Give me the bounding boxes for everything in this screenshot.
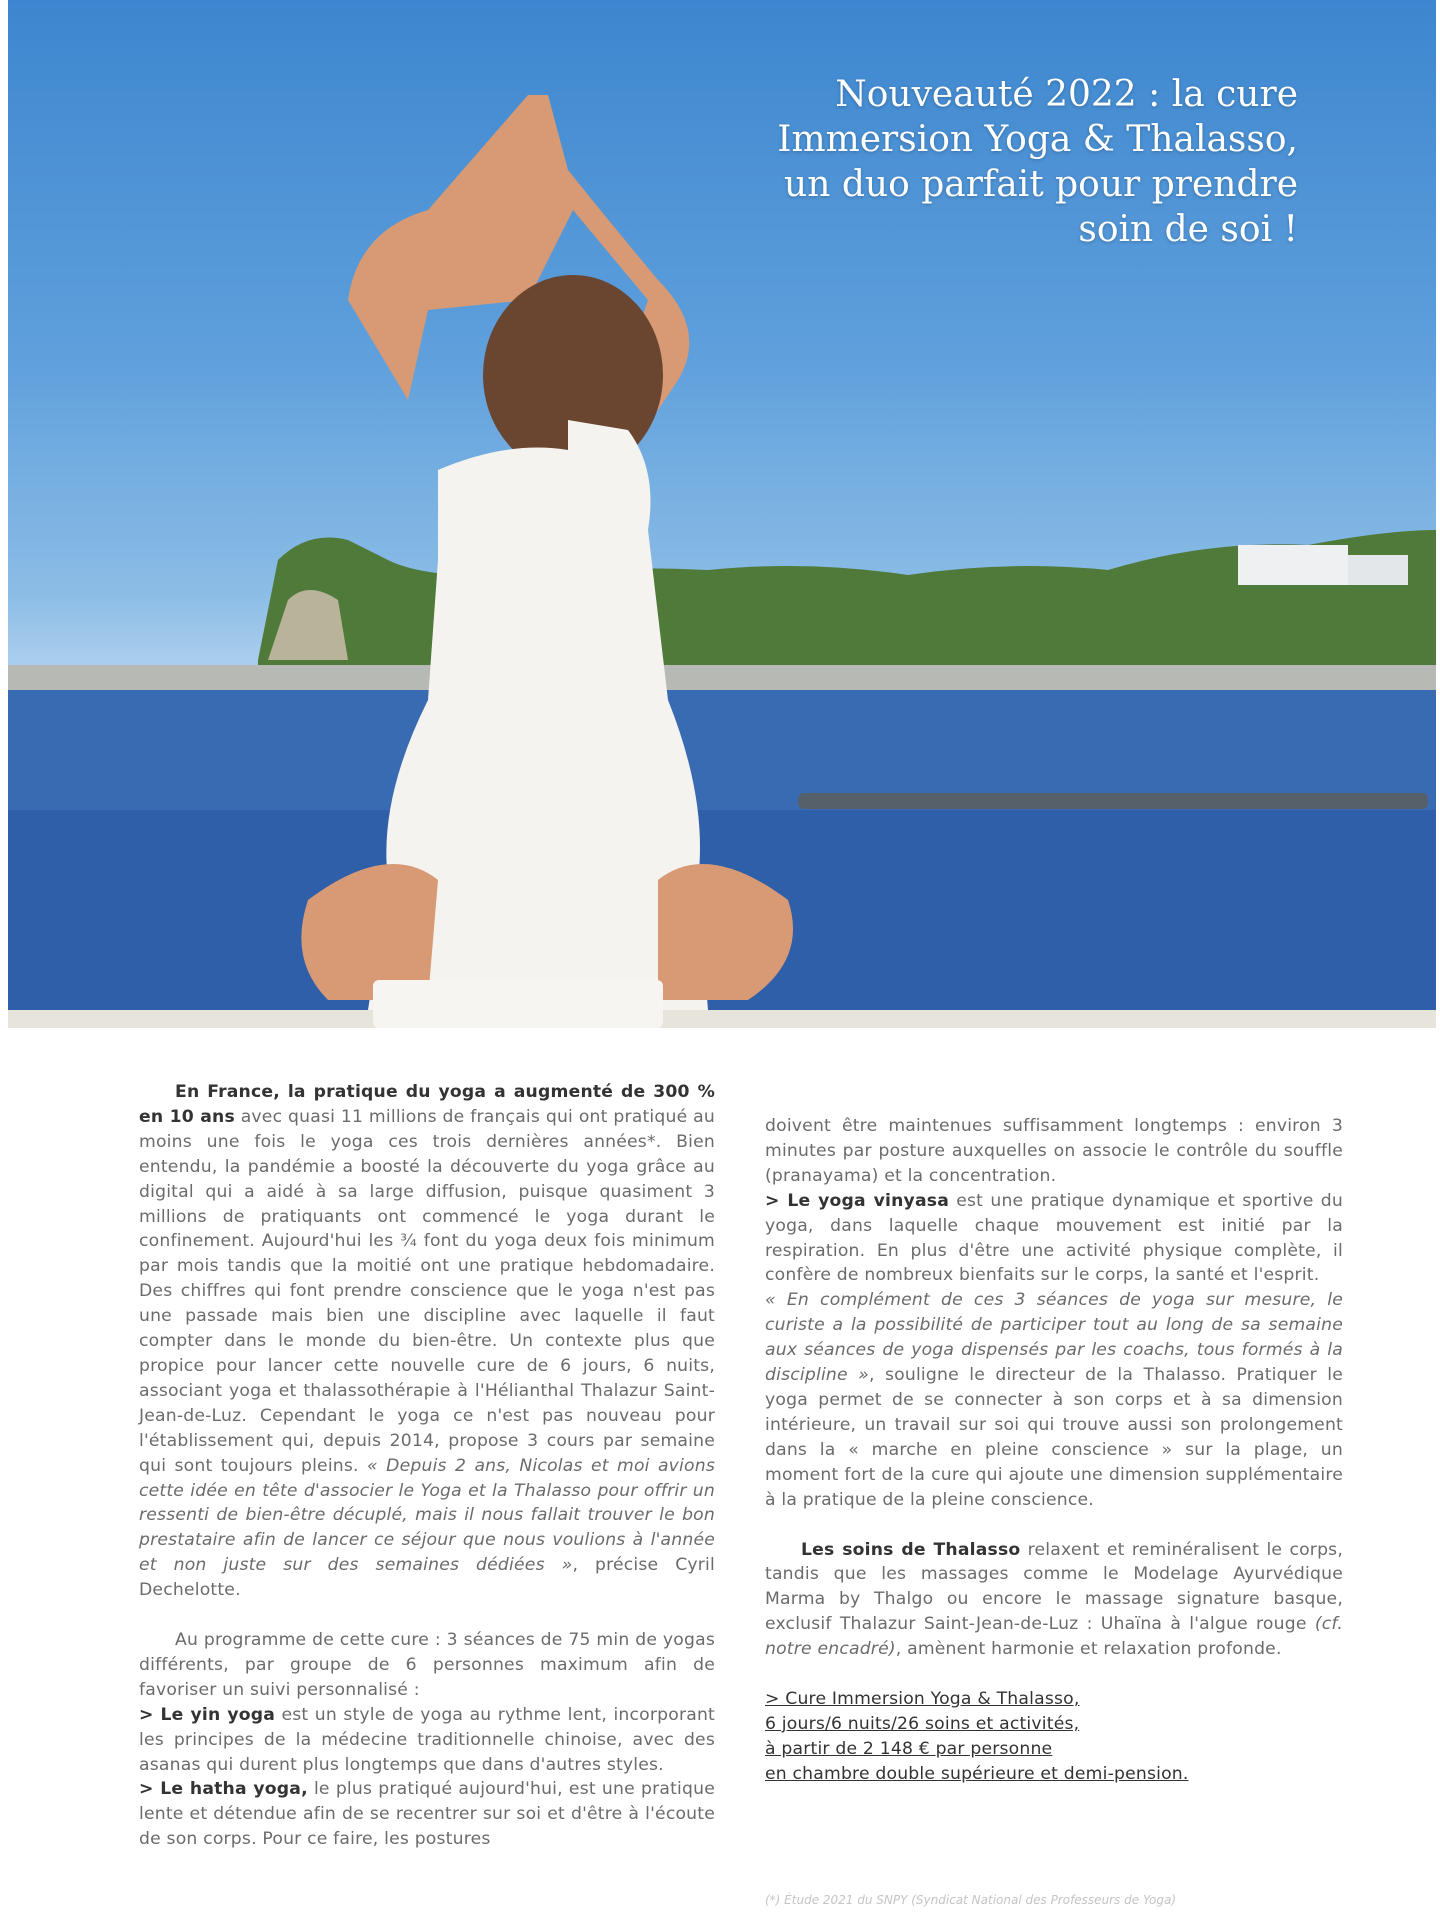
hatha-heading: > Le hatha yoga,: [139, 1779, 308, 1800]
hero-photo: [8, 0, 1436, 1028]
yin-text: est un style de yoga au rythme lent, incorporant les principes de la médecine traditionnelle chinoise, avec des asanas qui durent plus longtemps que dans d'autres styles.: [139, 1704, 715, 1775]
hatha-paragraph: [139, 1777, 715, 1852]
soins-heading: Les soins de Thalasso: [801, 1539, 1021, 1560]
yin-heading: > Le yin yoga: [139, 1704, 276, 1725]
headline-line: un duo parfait pour prendre: [784, 164, 1298, 205]
soins-aside: (cf. notre encadré): [765, 1614, 1343, 1660]
quote-text: , souligne le directeur de la Thalasso. Pratiquer le yoga permet de se connecter à son corps et à sa dimension intérieure, un travail sur soi qui trouve aussi son prolongement dans la « marche en pleine conscience » sur la plage, un moment fort de la cure qui ajoute une dimension supplémentaire à la pratique de la pleine conscience.: [765, 1365, 1343, 1510]
headline-line: Nouveauté 2022 : la cure: [835, 74, 1298, 115]
yin-paragraph: [139, 1703, 715, 1778]
quote-attribution: , précise Cyril Dechelotte.: [139, 1555, 715, 1601]
ground: [8, 1010, 1436, 1028]
quote: « En complément de ces 3 séances de yoga sur mesure, le curiste a la possibilité de participer tout au long de sa semaine aux séances de yoga dispensés par les coachs, tous formés à la discipline »: [765, 1290, 1343, 1386]
offer-line: 6 jours/6 nuits/26 soins et activités,: [765, 1713, 1080, 1734]
vinyasa-heading: > Le yoga vinyasa: [765, 1190, 949, 1211]
intro-lead: En France, la pratique du yoga a augmenté de 300 % en 10 ans: [139, 1082, 715, 1127]
vinyasa-text: est une pratique dynamique et sportive du yoga, dans laquelle chaque mouvement est initié par la respiration. En plus d'être une activité physique complète, il confère de nombreux bienfaits sur le corps, la santé et l'esprit.: [765, 1190, 1343, 1286]
house: [1238, 545, 1348, 585]
soins-paragraph: [765, 1538, 1343, 1663]
headline-line: soin de soi !: [1078, 209, 1298, 250]
intro-paragraph: [139, 1080, 715, 1603]
headline: [777, 72, 1298, 252]
soins-text: relaxent et reminéralisent le corps, tandis que les massages comme le Modelage Ayurvédique Marma by Thalgo ou encore le massage signature basque, exclusif Thalazur Saint-Jean-de-Luz : Uhaïna à l'algue rouge: [765, 1539, 1344, 1635]
quote: « Depuis 2 ans, Nicolas et moi avions cette idée en tête d'associer le Yoga et la Thalasso pour offrir un ressenti de bien-être décuplé, mais il nous fallait trouver le bon prestataire afin de lancer ce séjour que nous voulions à l'année et non juste sur des semaines dédiées »: [139, 1455, 715, 1576]
hatha-continued: doivent être maintenues suffisamment longtemps : environ 3 minutes par posture auxquelles on associe le contrôle du souffle (pranayama) et la concentration.: [765, 1116, 1343, 1186]
offer-line: en chambre double supérieure et demi-pension.: [765, 1763, 1189, 1784]
director-quote-paragraph: [765, 1288, 1343, 1512]
left-column: [139, 1080, 715, 1852]
offer-line: à partir de 2 148 € par personne: [765, 1738, 1053, 1759]
hatha-text: le plus pratiqué aujourd'hui, est une pratique lente et détendue afin de se recentrer sur soi et d'être à l'écoute de son corps. Pour ce faire, les postures: [139, 1779, 715, 1850]
intro-text: avec quasi 11 millions de français qui ont pratiqué au moins une fois le yoga ces trois dernières années*. Bien entendu, la pandémie a boosté la découverte du yoga grâce au digital qui a aidé à sa large diffusion, puisque quasiment 3 millions de pratiquants ont commencé le yoga durant le confinement. Aujourd'hui les ¾ font du yoga deux fois minimum par mois tandis que la moitié ont une pratique hebdomadaire. Des chiffres qui font prendre conscience que le yoga n'est pas une passade mais bien une discipline avec laquelle il faut compter dans le monde du bien-être. Un contexte plus que propice pour lancer cette nouvelle cure de 6 jours, 6 nuits, associant yoga et thalassothérapie à l'Hélianthal Thalazur Saint-Jean-de-Luz. Cependant le yoga ce n'est pas nouveau pour l'établissement qui, depuis 2014, propose 3 cours par semaine qui sont toujours pleins.: [139, 1106, 715, 1476]
footnote: (*) Étude 2021 du SNPY (Syndicat National des Professeurs de Yoga): [765, 1893, 1176, 1907]
program-paragraph: Au programme de cette cure : 3 séances de 75 min de yogas différents, par groupe de 6 personnes maximum afin de favoriser un suivi personnalisé :: [139, 1630, 715, 1700]
headline-line: Immersion Yoga & Thalasso,: [777, 119, 1298, 160]
soins-end: , amènent harmonie et relaxation profonde.: [895, 1639, 1282, 1660]
offer-box: [765, 1687, 1343, 1787]
vinyasa-paragraph: [765, 1189, 1343, 1289]
offer-line: > Cure Immersion Yoga & Thalasso,: [765, 1689, 1080, 1710]
right-column: [765, 1114, 1343, 1787]
